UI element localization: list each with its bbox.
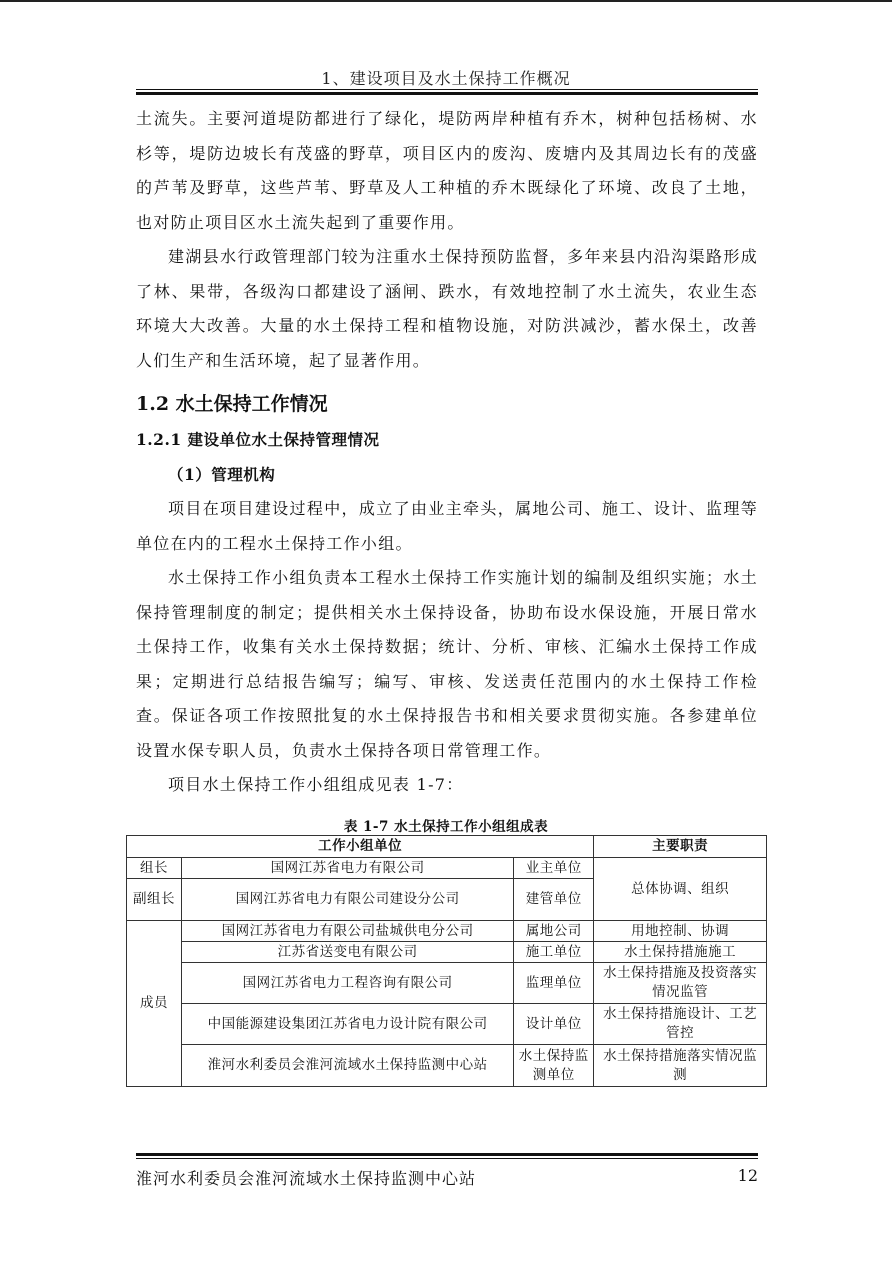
table-caption: 表 1-7 水土保持工作小组组成表: [343, 819, 549, 835]
table-header-row: [127, 836, 767, 858]
running-header: 1、建设项目及水土保持工作概况: [321, 69, 571, 88]
paragraph-4: 水土保持工作小组负责本工程水土保持工作实施计划的编制及组织实施；水土保持管理制度的制定；提供相关水土保持设备，协助布设水保设施，开展日常水土保持工作，收集有关水土保持数据；统计、分析、审核、汇编水土保持工作成果；定期进行总结报告编写；编写、审核、发送责任范围内的水土保持工作检查。保证各项工作按照批复的水土保持报告书和相关要求贯彻实施。各参建单位设置水保专职人员，负责水土保持各项日常管理工作。: [136, 568, 758, 760]
type-cell: 属地公司: [514, 921, 594, 942]
table-row: [127, 858, 767, 879]
footer-rule-thin: [136, 1158, 758, 1159]
org-cell: 国网江苏省电力工程咨询有限公司: [181, 963, 513, 1004]
type-cell: 施工单位: [514, 942, 594, 963]
duty-cell: 用地控制、协调: [594, 921, 767, 942]
role-cell: 副组长: [127, 879, 182, 921]
type-cell: 水土保持监测单位: [514, 1045, 594, 1087]
role-cell: 成员: [127, 921, 182, 1087]
type-cell: 设计单位: [514, 1004, 594, 1045]
header-work-group: 工作小组单位: [127, 836, 594, 858]
paragraph-1: 土流失。主要河道堤防都进行了绿化，堤防两岸种植有乔木，树种包括杨树、水杉等，堤防边坡长有茂盛的野草，项目区内的废沟、废塘内及其周边长有的茂盛的芦苇及野草，这些芦苇、野草及人工种植的乔木既绿化了环境、改良了土地，也对防止项目区水土流失起到了重要作用。: [136, 109, 758, 232]
subsection-heading-1-2-1: 1.2.1 建设单位水土保持管理情况: [136, 430, 380, 449]
header-rule-thick: [136, 92, 758, 95]
paragraph-5: 项目水土保持工作小组组成见表 1-7：: [168, 775, 464, 794]
page-top-border: [0, 0, 892, 2]
table-row: [127, 963, 767, 1004]
type-cell: 建管单位: [514, 879, 594, 921]
paragraph-3: 项目在项目建设过程中，成立了由业主牵头，属地公司、施工、设计、监理等单位在内的工程水土保持工作小组。: [136, 499, 758, 553]
paragraph-2: 建湖县水行政管理部门较为注重水土保持预防监督，多年来县内沿沟渠路形成了林、果带，各级沟口都建设了涵闸、跌水，有效地控制了水土流失，农业生态环境大大改善。大量的水土保持工程和植物设施，对防洪减沙，蓄水保土，改善人们生产和生活环境，起了显著作用。: [136, 247, 758, 370]
org-cell: 中国能源建设集团江苏省电力设计院有限公司: [181, 1004, 513, 1045]
org-cell: 淮河水利委员会淮河流域水土保持监测中心站: [181, 1045, 513, 1087]
footer-organization: 淮河水利委员会淮河流域水土保持监测中心站: [136, 1169, 477, 1188]
role-cell: 组长: [127, 858, 182, 879]
item-heading-management: （1）管理机构: [168, 465, 276, 484]
page-number: 12: [737, 1166, 758, 1185]
header-rule-thin: [136, 89, 758, 90]
footer-rule-thick: [136, 1153, 758, 1156]
duty-cell: 水土保持措施施工: [594, 942, 767, 963]
body-content: [136, 102, 758, 803]
table-row: [127, 942, 767, 963]
duty-cell: 总体协调、组织: [594, 858, 767, 921]
duty-cell: 水土保持措施及投资落实情况监管: [594, 963, 767, 1004]
org-cell: 国网江苏省电力有限公司建设分公司: [181, 879, 513, 921]
type-cell: 业主单位: [514, 858, 594, 879]
type-cell: 监理单位: [514, 963, 594, 1004]
org-cell: 国网江苏省电力有限公司: [181, 858, 513, 879]
duty-cell: 水土保持措施设计、工艺管控: [594, 1004, 767, 1045]
org-cell: 江苏省送变电有限公司: [181, 942, 513, 963]
section-heading-1-2: 1.2 水土保持工作情况: [136, 393, 328, 415]
table-row: [127, 921, 767, 942]
org-cell: 国网江苏省电力有限公司盐城供电分公司: [181, 921, 513, 942]
table-row: [127, 1045, 767, 1087]
duty-cell: 水土保持措施落实情况监测: [594, 1045, 767, 1087]
table-row: [127, 1004, 767, 1045]
work-group-table: [126, 835, 767, 1087]
header-duty: 主要职责: [594, 836, 767, 858]
